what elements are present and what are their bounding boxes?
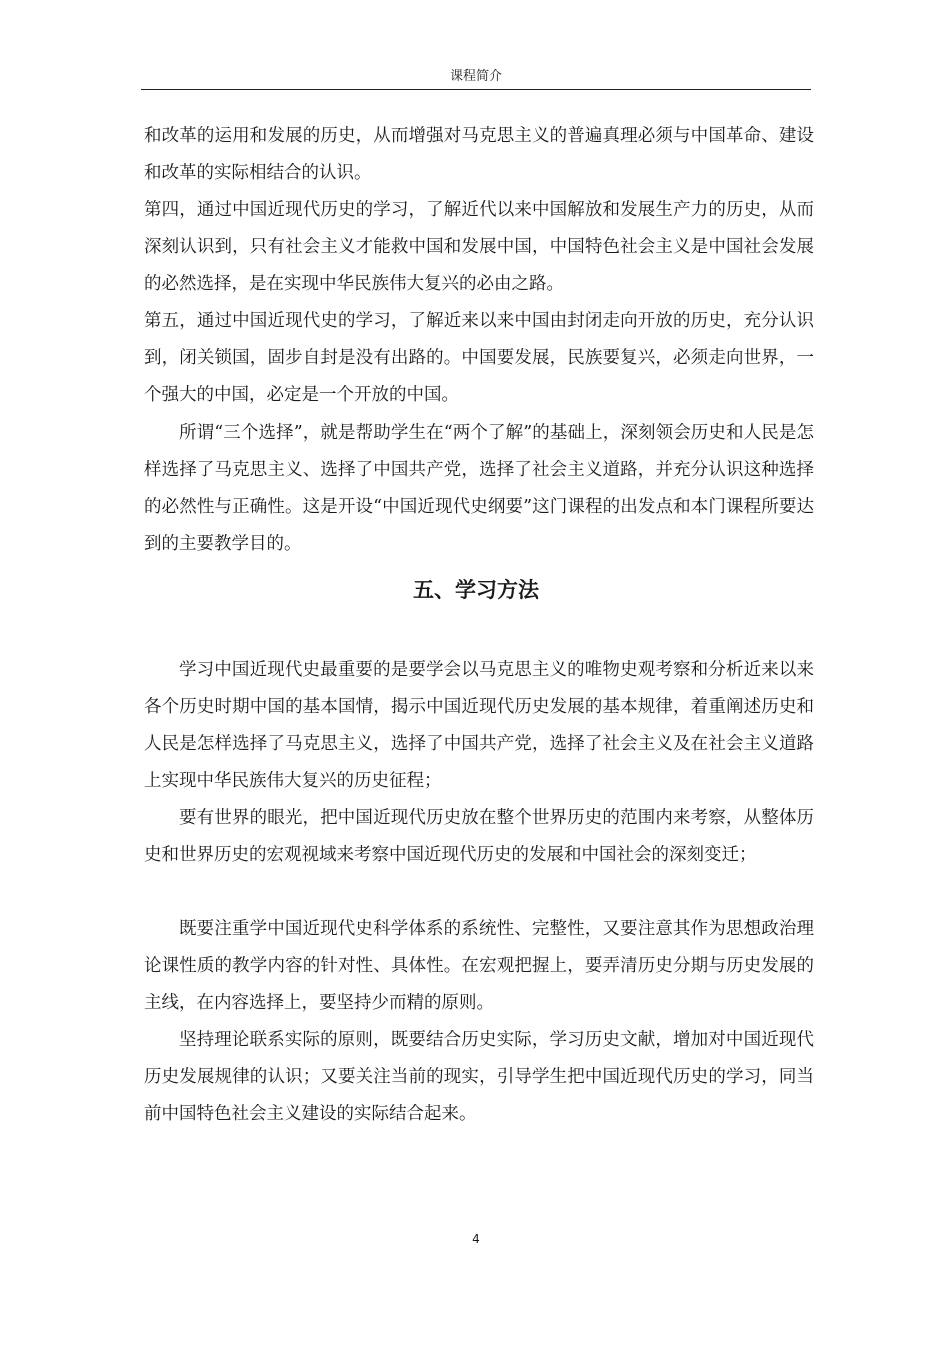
paragraph-continuation: 和改革的运用和发展的历史，从而增强对马克思主义的普遍真理必须与中国革命、建设和改革的实际相结合的认识。 (144, 126, 814, 183)
paragraph-method-4: 坚持理论联系实际的原则，既要结合历史实际，学习历史文献，增加对中国近现代历史发展规律的认识；又要关注当前的现实，引导学生把中国近现代历史的学习，同当前中国特色社会主义建设的实际结合起来。 (144, 1030, 814, 1124)
paragraph-method-3: 既要注重学中国近现代史科学体系的系统性、完整性，又要注意其作为思想政治理论课性质的教学内容的针对性、具体性。在宏观把握上，要弄清历史分期与历史发展的主线，在内容选择上，要坚持少而精的原则。 (144, 919, 814, 1013)
header-divider (141, 89, 811, 90)
section-heading: 五、学习方法 (413, 578, 539, 602)
paragraph-three-choices: 所谓“三个选择”，就是帮助学生在“两个了解”的基础上，深刻领会历史和人民是怎样选择了马克思主义、选择了中国共产党，选择了社会主义道路，并充分认识这种选择的必然性与正确性。这是开设“中国近现代史纲要”这门课程的出发点和本门课程所要达到的主要教学目的。 (144, 423, 814, 554)
paragraph-method-2: 要有世界的眼光，把中国近现代历史放在整个世界历史的范围内来考察，从整体历史和世界历史的宏观视域来考察中国近现代历史的发展和中国社会的深刻变迁； (144, 808, 814, 865)
paragraph-method-1: 学习中国近现代史最重要的是要学会以马克思主义的唯物史观考察和分析近来以来各个历史时期中国的基本国情，揭示中国近现代历史发展的基本规律，着重阐述历史和人民是怎样选择了马克思主义，选择了中国共产党，选择了社会主义及在社会主义道路上实现中华民族伟大复兴的历史征程； (144, 660, 814, 791)
running-header: 课程简介 (449, 69, 502, 84)
paragraph-point-five: 第五，通过中国近现代史的学习，了解近来以来中国由封闭走向开放的历史，充分认识到，闭关锁国，固步自封是没有出路的。中国要发展，民族要复兴，必须走向世界，一个强大的中国，必定是一个开放的中国。 (144, 311, 814, 405)
page-number: 4 (472, 1232, 480, 1246)
paragraph-point-four: 第四，通过中国近现代历史的学习，了解近代以来中国解放和发展生产力的历史，从而深刻认识到，只有社会主义才能救中国和发展中国，中国特色社会主义是中国社会发展的必然选择，是在实现中华民族伟大复兴的必由之路。 (144, 200, 814, 294)
